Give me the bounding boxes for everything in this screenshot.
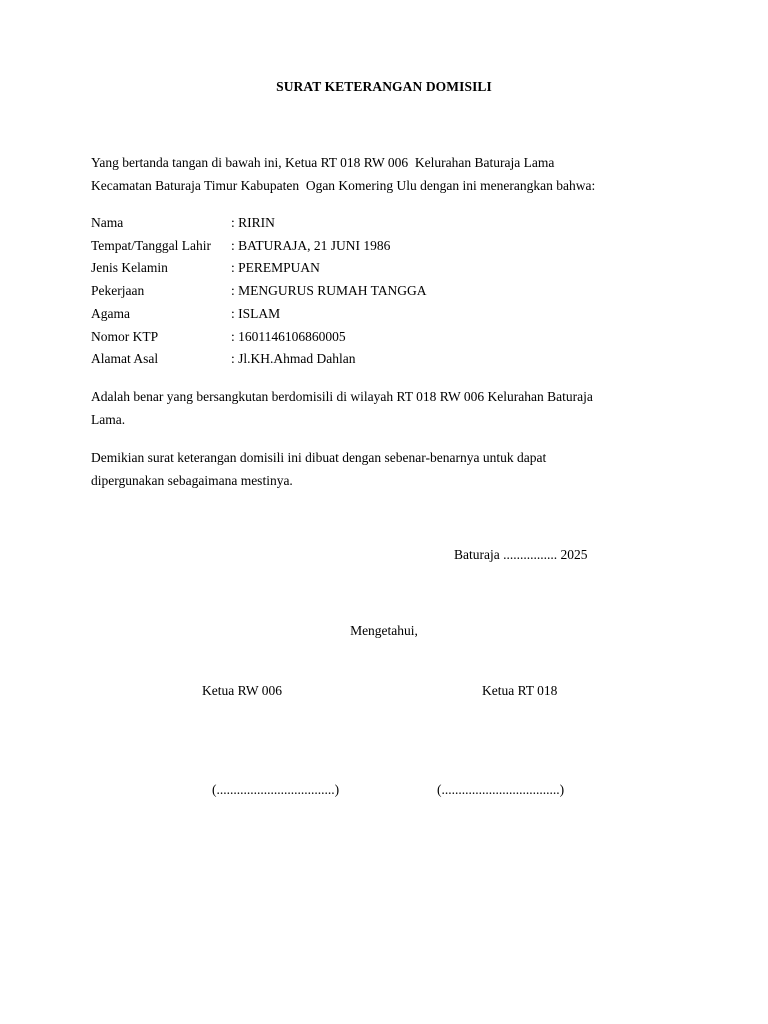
field-value: : 1601146106860005 (231, 328, 346, 344)
identity-fields-table (91, 212, 671, 371)
rw-signatory-title: Ketua RW 006 (202, 683, 282, 698)
statement-line: Adalah benar yang bersangkutan berdomisili di wilayah RT 018 RW 006 Kelurahan Baturaja (91, 389, 593, 404)
intro-line: Kecamatan Baturaja Timur Kabupaten Ogan Komering Ulu dengan ini menerangkan bahwa: (91, 178, 596, 193)
field-row-pekerjaan (91, 280, 671, 303)
field-value: : Jl.KH.Ahmad Dahlan (231, 351, 356, 367)
field-row-jenis-kelamin (91, 257, 671, 280)
rt-signature-line: (...................................) (437, 782, 565, 797)
field-label: Nama (91, 215, 124, 230)
document-title: SURAT KETERANGAN DOMISILI (276, 79, 492, 94)
field-label: Jenis Kelamin (91, 260, 168, 276)
closing-paragraph (91, 446, 681, 492)
field-label: Alamat Asal (91, 351, 159, 367)
field-value: : RIRIN (231, 215, 275, 230)
field-row-nomor-ktp (91, 326, 671, 349)
field-label: Tempat/Tanggal Lahir (91, 237, 211, 253)
closing-line: Demikian surat keterangan domisili ini dibuat dengan sebenar-benarnya untuk dapat (91, 450, 547, 465)
field-value: : ISLAM (231, 305, 281, 321)
field-row-alamat-asal (91, 348, 671, 371)
closing-line: dipergunakan sebagaimana mestinya. (91, 473, 293, 488)
field-label: Nomor KTP (91, 328, 159, 344)
place-date: Baturaja ................ 2025 (454, 547, 588, 562)
field-row-nama (91, 212, 671, 235)
statement-line: Lama. (91, 412, 126, 427)
acknowledged-label: Mengetahui, (350, 623, 418, 638)
field-label: Agama (91, 305, 130, 321)
intro-line: Yang bertanda tangan di bawah ini, Ketua RT 018 RW 006 Kelurahan Baturaja Lama (91, 155, 555, 170)
rt-signatory-title: Ketua RT 018 (482, 683, 558, 698)
field-row-tempat-tanggal-lahir (91, 235, 671, 258)
rw-signature-line: (...................................) (212, 782, 340, 797)
field-value: : PEREMPUAN (231, 260, 320, 276)
field-row-agama (91, 303, 671, 326)
intro-paragraph (91, 151, 681, 197)
field-value: : MENGURUS RUMAH TANGGA (231, 283, 427, 299)
field-label: Pekerjaan (91, 283, 145, 299)
field-value: : BATURAJA, 21 JUNI 1986 (231, 237, 391, 253)
statement-paragraph (91, 385, 681, 431)
